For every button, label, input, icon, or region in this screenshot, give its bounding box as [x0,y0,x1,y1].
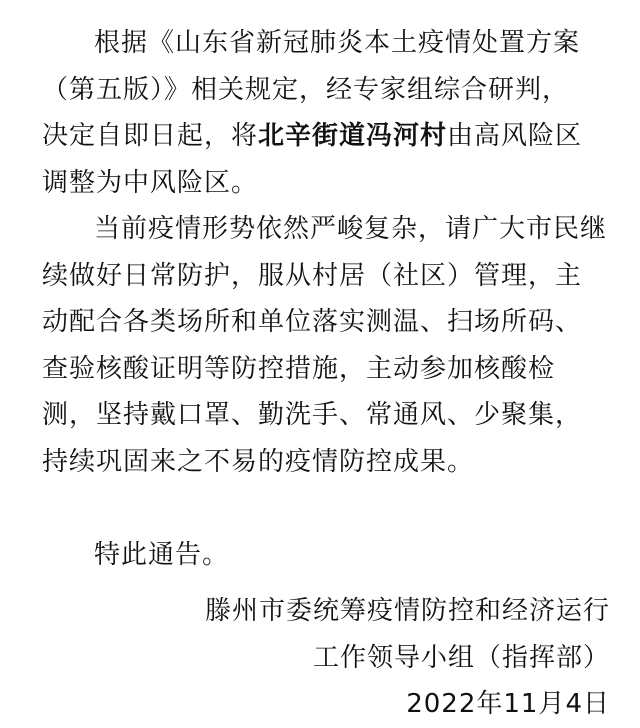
para2-line2: 续做好日常防护，服从村居（社区）管理，主 [42,260,583,291]
village-name-highlight: 北辛街道冯河村 [258,121,448,151]
para2-line4: 查验核酸证明等防控措施，主动参加核酸检 [42,353,556,384]
signature-org-line2: 工作领导小组（指挥部） [312,642,610,673]
para2-line3: 动配合各类场所和单位落实测温、扫场所码、 [42,307,583,337]
para1-line4: 调整为中风险区。 [42,167,259,198]
para2-line5: 测，坚持戴口罩、勤洗手、常通风、少聚集， [42,400,583,430]
signature-date: 2022年11月4日 [406,689,610,719]
closing-text: 特此通告。 [94,539,230,570]
para1-line1: 根据《山东省新冠肺炎本土疫情处置方案 [94,28,581,58]
signature-org-line1: 滕州市委统筹疫情防控和经济运行 [204,596,610,626]
blank-line [42,485,610,532]
para1-line3 [42,113,610,160]
para1-line3-post: 由高风险区 [447,121,583,151]
signature-block [42,588,610,728]
para2-line1: 当前疫情形势依然严峻复杂，请广大市民继 [94,214,608,244]
para2-line6: 持续巩固来之不易的疫情防控成果。 [42,446,475,477]
para1-line3-pre: 决定自即日起，将 [42,121,259,151]
para1-line2: （第五版）》相关规定，经专家组综合研判， [42,74,570,105]
